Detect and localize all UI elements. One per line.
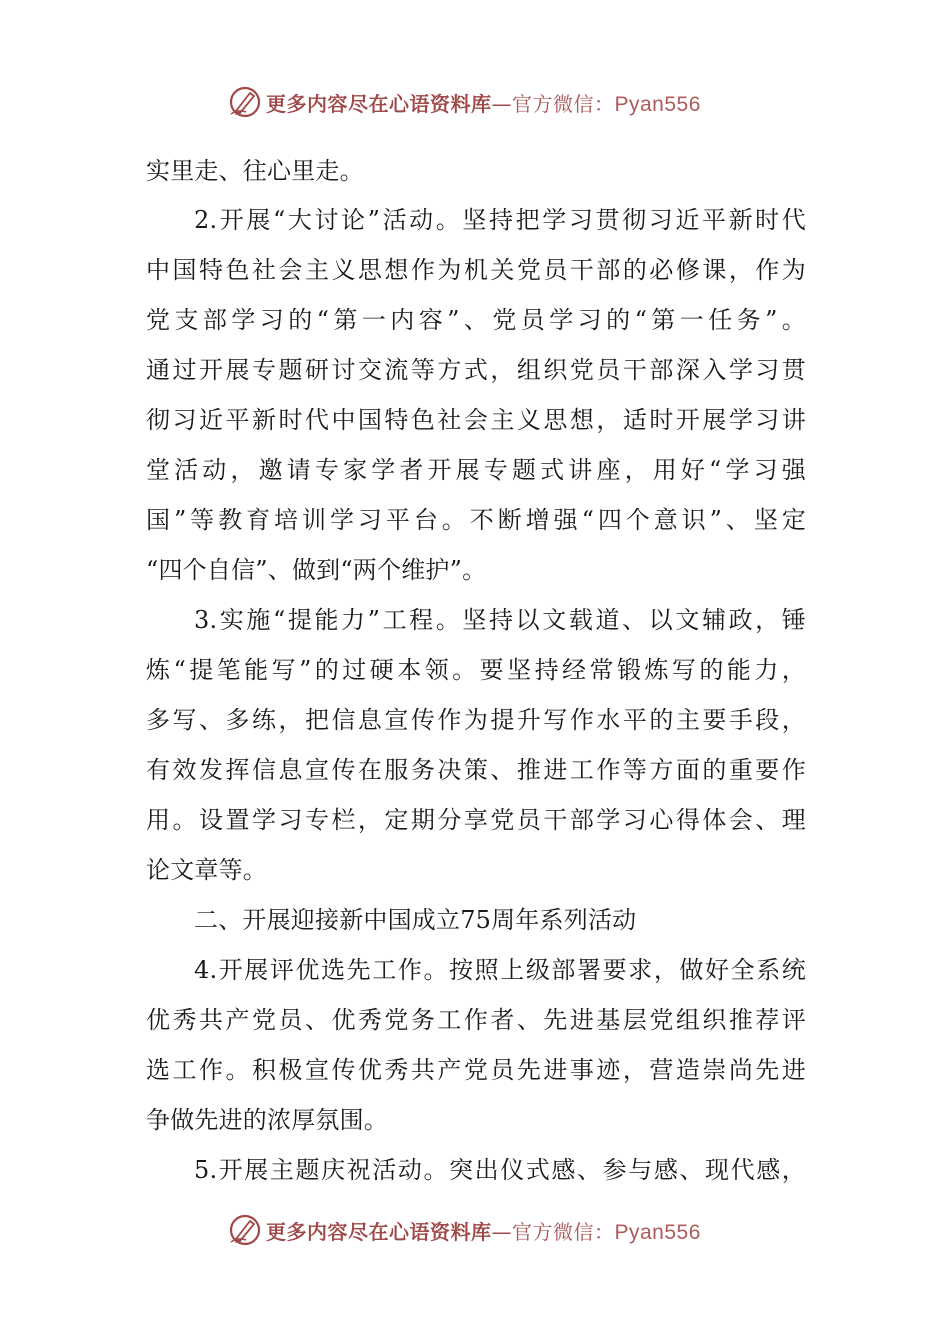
- pen-circle-logo-icon: [228, 1213, 262, 1247]
- paragraph-line: 炼“提笔能写”的过硬本领。要坚持经常锻炼写的能力，: [146, 656, 806, 684]
- paragraph-first-line: 2.开展“大讨论”活动。坚持把学习贯彻习近平新时代: [194, 206, 806, 234]
- banner-wechat-id: Pyan556: [614, 1220, 701, 1244]
- paragraph-line: 中国特色社会主义思想作为机关党员干部的必修课，作为: [146, 256, 806, 284]
- paragraph-line: 多写、多练，把信息宣传作为提升写作水平的主要手段，: [146, 706, 806, 734]
- pen-circle-logo-icon: [228, 85, 262, 119]
- paragraph-line: 国”等教育培训学习平台。不断增强“四个意识”、坚定: [146, 506, 806, 534]
- footer-banner: [228, 1210, 701, 1250]
- paragraph-line: 实里走、往心里走。: [146, 157, 364, 185]
- paragraph-line: “四个自信”、做到“两个维护”。: [146, 556, 487, 584]
- header-banner: [228, 82, 701, 122]
- paragraph-first-line: 5.开展主题庆祝活动。突出仪式感、参与感、现代感，: [194, 1156, 806, 1184]
- section-heading: 二、开展迎接新中国成立75周年系列活动: [194, 906, 637, 934]
- paragraph-line: 有效发挥信息宣传在服务决策、推进工作等方面的重要作: [146, 756, 806, 784]
- paragraph-first-line: 3.实施“提能力”工程。坚持以文载道、以文辅政，锤: [194, 606, 806, 634]
- paragraph-line: 彻习近平新时代中国特色社会主义思想，适时开展学习讲: [146, 406, 806, 434]
- banner-wechat-id: Pyan556: [614, 92, 701, 116]
- banner-text: [266, 1216, 701, 1245]
- banner-main-text: 更多内容尽在心语资料库: [266, 1219, 492, 1244]
- paragraph-line: 优秀共产党员、优秀党务工作者、先进基层党组织推荐评: [146, 1006, 806, 1034]
- paragraph-line: 党支部学习的“第一内容”、党员学习的“第一任务”。: [146, 306, 806, 334]
- paragraph-line: 选工作。积极宣传优秀共产党员先进事迹，营造崇尚先进: [146, 1056, 806, 1084]
- paragraph-line: 堂活动，邀请专家学者开展专题式讲座，用好“学习强: [146, 456, 806, 484]
- banner-dash: —: [491, 1219, 512, 1244]
- paragraph-first-line: 4.开展评优选先工作。按照上级部署要求，做好全系统: [194, 956, 806, 984]
- paragraph-line: 通过开展专题研讨交流等方式，组织党员干部深入学习贯: [146, 356, 806, 384]
- banner-official-label: 官方微信：: [512, 1219, 615, 1244]
- paragraph-line: 论文章等。: [146, 856, 267, 884]
- paragraph-line: 争做先进的浓厚氛围。: [146, 1106, 388, 1134]
- banner-text: [266, 88, 701, 117]
- banner-dash: —: [491, 91, 512, 116]
- banner-main-text: 更多内容尽在心语资料库: [266, 91, 492, 116]
- banner-official-label: 官方微信：: [512, 91, 615, 116]
- paragraph-line: 用。设置学习专栏，定期分享党员干部学习心得体会、理: [146, 806, 806, 834]
